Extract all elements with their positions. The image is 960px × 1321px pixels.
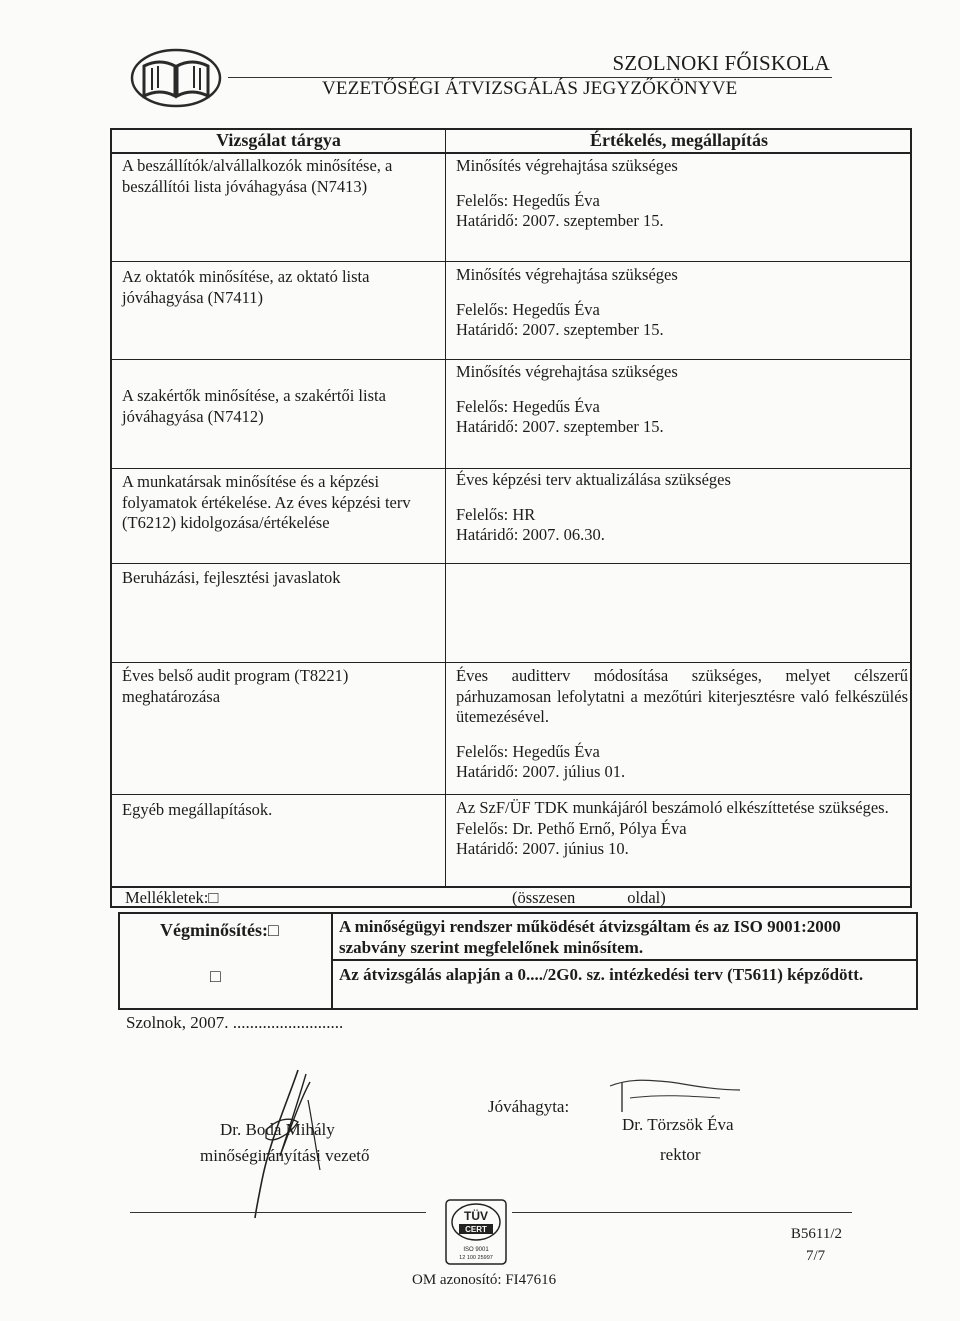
deadline-text: Határidő: 2007. július 01. xyxy=(456,762,626,781)
final-row-divider xyxy=(331,959,916,961)
review-table xyxy=(110,128,912,888)
responsible-text: Felelős: Hegedűs Éva xyxy=(456,190,600,210)
cert-title: TÜV xyxy=(464,1209,488,1223)
table-row-subject: Az oktatók minősítése, az oktató lista jóváhagyása (N7411) xyxy=(122,267,370,307)
responsible-text: Felelős: Hegedűs Éva xyxy=(456,299,600,319)
row-divider xyxy=(112,468,910,469)
table-row-evaluation xyxy=(456,156,906,232)
book-logo-icon xyxy=(128,46,224,110)
row-divider xyxy=(112,261,910,262)
row-divider xyxy=(112,662,910,663)
column-divider xyxy=(445,130,446,886)
om-identifier: OM azonosító: FI47616 xyxy=(412,1272,557,1288)
responsible-text: Felelős: Dr. Pethő Ernő, Pólya Éva xyxy=(456,818,687,838)
table-row-evaluation xyxy=(456,470,906,546)
left-signatory-role: minőségirányítási vezető xyxy=(200,1146,370,1165)
final-statement-2: Az átvizsgálás alapján a 0..../2G0. sz. intézkedési terv (T5611) képződött. xyxy=(339,965,864,984)
table-row-evaluation xyxy=(456,798,908,860)
final-qualification-label: Végminősítés:□ xyxy=(160,920,279,940)
attachments-label: Mellékletek:□ xyxy=(125,888,219,907)
approved-label: Jóváhagyta: xyxy=(488,1097,570,1116)
responsible-text: Felelős: Hegedűs Éva xyxy=(456,396,600,416)
evaluation-text: Minősítés végrehajtása szükséges xyxy=(456,156,678,175)
footer-rule-right xyxy=(512,1212,852,1213)
evaluation-text: Minősítés végrehajtása szükséges xyxy=(456,362,678,381)
attachments-total-left: (összesen xyxy=(512,888,576,907)
evaluation-text: Az SzF/ÜF TDK munkájáról beszámoló elkészíttetése szükséges. xyxy=(456,798,889,817)
attachments-total-right: oldal) xyxy=(627,888,666,907)
evaluation-text: Éves auditterv módosítása szükséges, melyet célszerű párhuzamosan lefolytatni a mezőtúri kiterjesztésre való felkészülés ütemezésével. xyxy=(456,666,908,726)
deadline-text: Határidő: 2007. szeptember 15. xyxy=(456,320,664,339)
place-date: Szolnok, 2007. .......................... xyxy=(126,1013,344,1032)
evaluation-text: Minősítés végrehajtása szükséges xyxy=(456,265,678,284)
table-row-subject: Egyéb megállapítások. xyxy=(122,800,273,819)
deadline-text: Határidő: 2007. szeptember 15. xyxy=(456,417,664,436)
right-signatory-name: Dr. Törzsök Éva xyxy=(622,1115,734,1134)
attachments-total xyxy=(512,888,666,908)
cert-sub: CERT xyxy=(465,1225,487,1234)
right-signatory-role: rektor xyxy=(660,1145,701,1164)
institution-name: SZOLNOKI FŐISKOLA xyxy=(612,51,830,75)
cert-standard: ISO 9001 xyxy=(463,1247,489,1253)
final-divider xyxy=(331,914,333,1008)
attachments-row xyxy=(110,886,912,908)
row-divider xyxy=(112,359,910,360)
handwritten-signature-left xyxy=(120,1060,410,1220)
evaluation-text: Éves képzési terv aktualizálása szükséges xyxy=(456,470,731,489)
final-qualification-box xyxy=(118,912,918,1010)
page-number: 7/7 xyxy=(806,1248,826,1264)
deadline-text: Határidő: 2007. 06.30. xyxy=(456,525,605,544)
table-row-subject: Beruházási, fejlesztési javaslatok xyxy=(122,568,341,587)
table-row-subject: A beszállítók/alvállalkozók minősítése, a beszállítói lista jóváhagyása (N7413) xyxy=(122,156,393,196)
table-row-subject: A szakértők minősítése, a szakértői lista jóváhagyása (N7412) xyxy=(122,386,386,426)
responsible-text: Felelős: HR xyxy=(456,504,536,524)
responsible-text: Felelős: Hegedűs Éva xyxy=(456,741,600,761)
final-statement-1: A minőségügyi rendszer működését átvizsgáltam és az ISO 9001:2000 szabvány szerint megfelelőnek minősítem. xyxy=(339,917,841,957)
tuv-cert-logo-icon xyxy=(440,1196,512,1268)
row-divider xyxy=(112,794,910,795)
cert-number: 12 100 25997 xyxy=(459,1255,493,1261)
left-signatory-name: Dr. Boda Mihály xyxy=(220,1120,335,1139)
subject-column-header: Vizsgálat tárgya xyxy=(216,130,341,150)
table-row-subject: A munkatársak minősítése és a képzési folyamatok értékelése. Az éves képzési terv (T6212) kidolgozása/értékelése xyxy=(122,472,411,532)
row-divider xyxy=(112,563,910,564)
document-title: VEZETŐSÉGI ÁTVIZSGÁLÁS JEGYZŐKÖNYVE xyxy=(322,78,738,99)
document-code: B5611/2 xyxy=(790,1226,842,1242)
table-row-evaluation xyxy=(456,362,906,438)
table-row-subject: Éves belső audit program (T8221) meghatározása xyxy=(122,666,349,706)
deadline-text: Határidő: 2007. szeptember 15. xyxy=(456,211,664,230)
table-row-evaluation xyxy=(456,666,908,783)
evaluation-column-header: Értékelés, megállapítás xyxy=(590,130,768,150)
table-row-evaluation xyxy=(456,265,906,341)
deadline-text: Határidő: 2007. június 10. xyxy=(456,839,629,858)
checkbox[interactable]: □ xyxy=(210,966,221,986)
footer-rule-left xyxy=(130,1212,426,1213)
